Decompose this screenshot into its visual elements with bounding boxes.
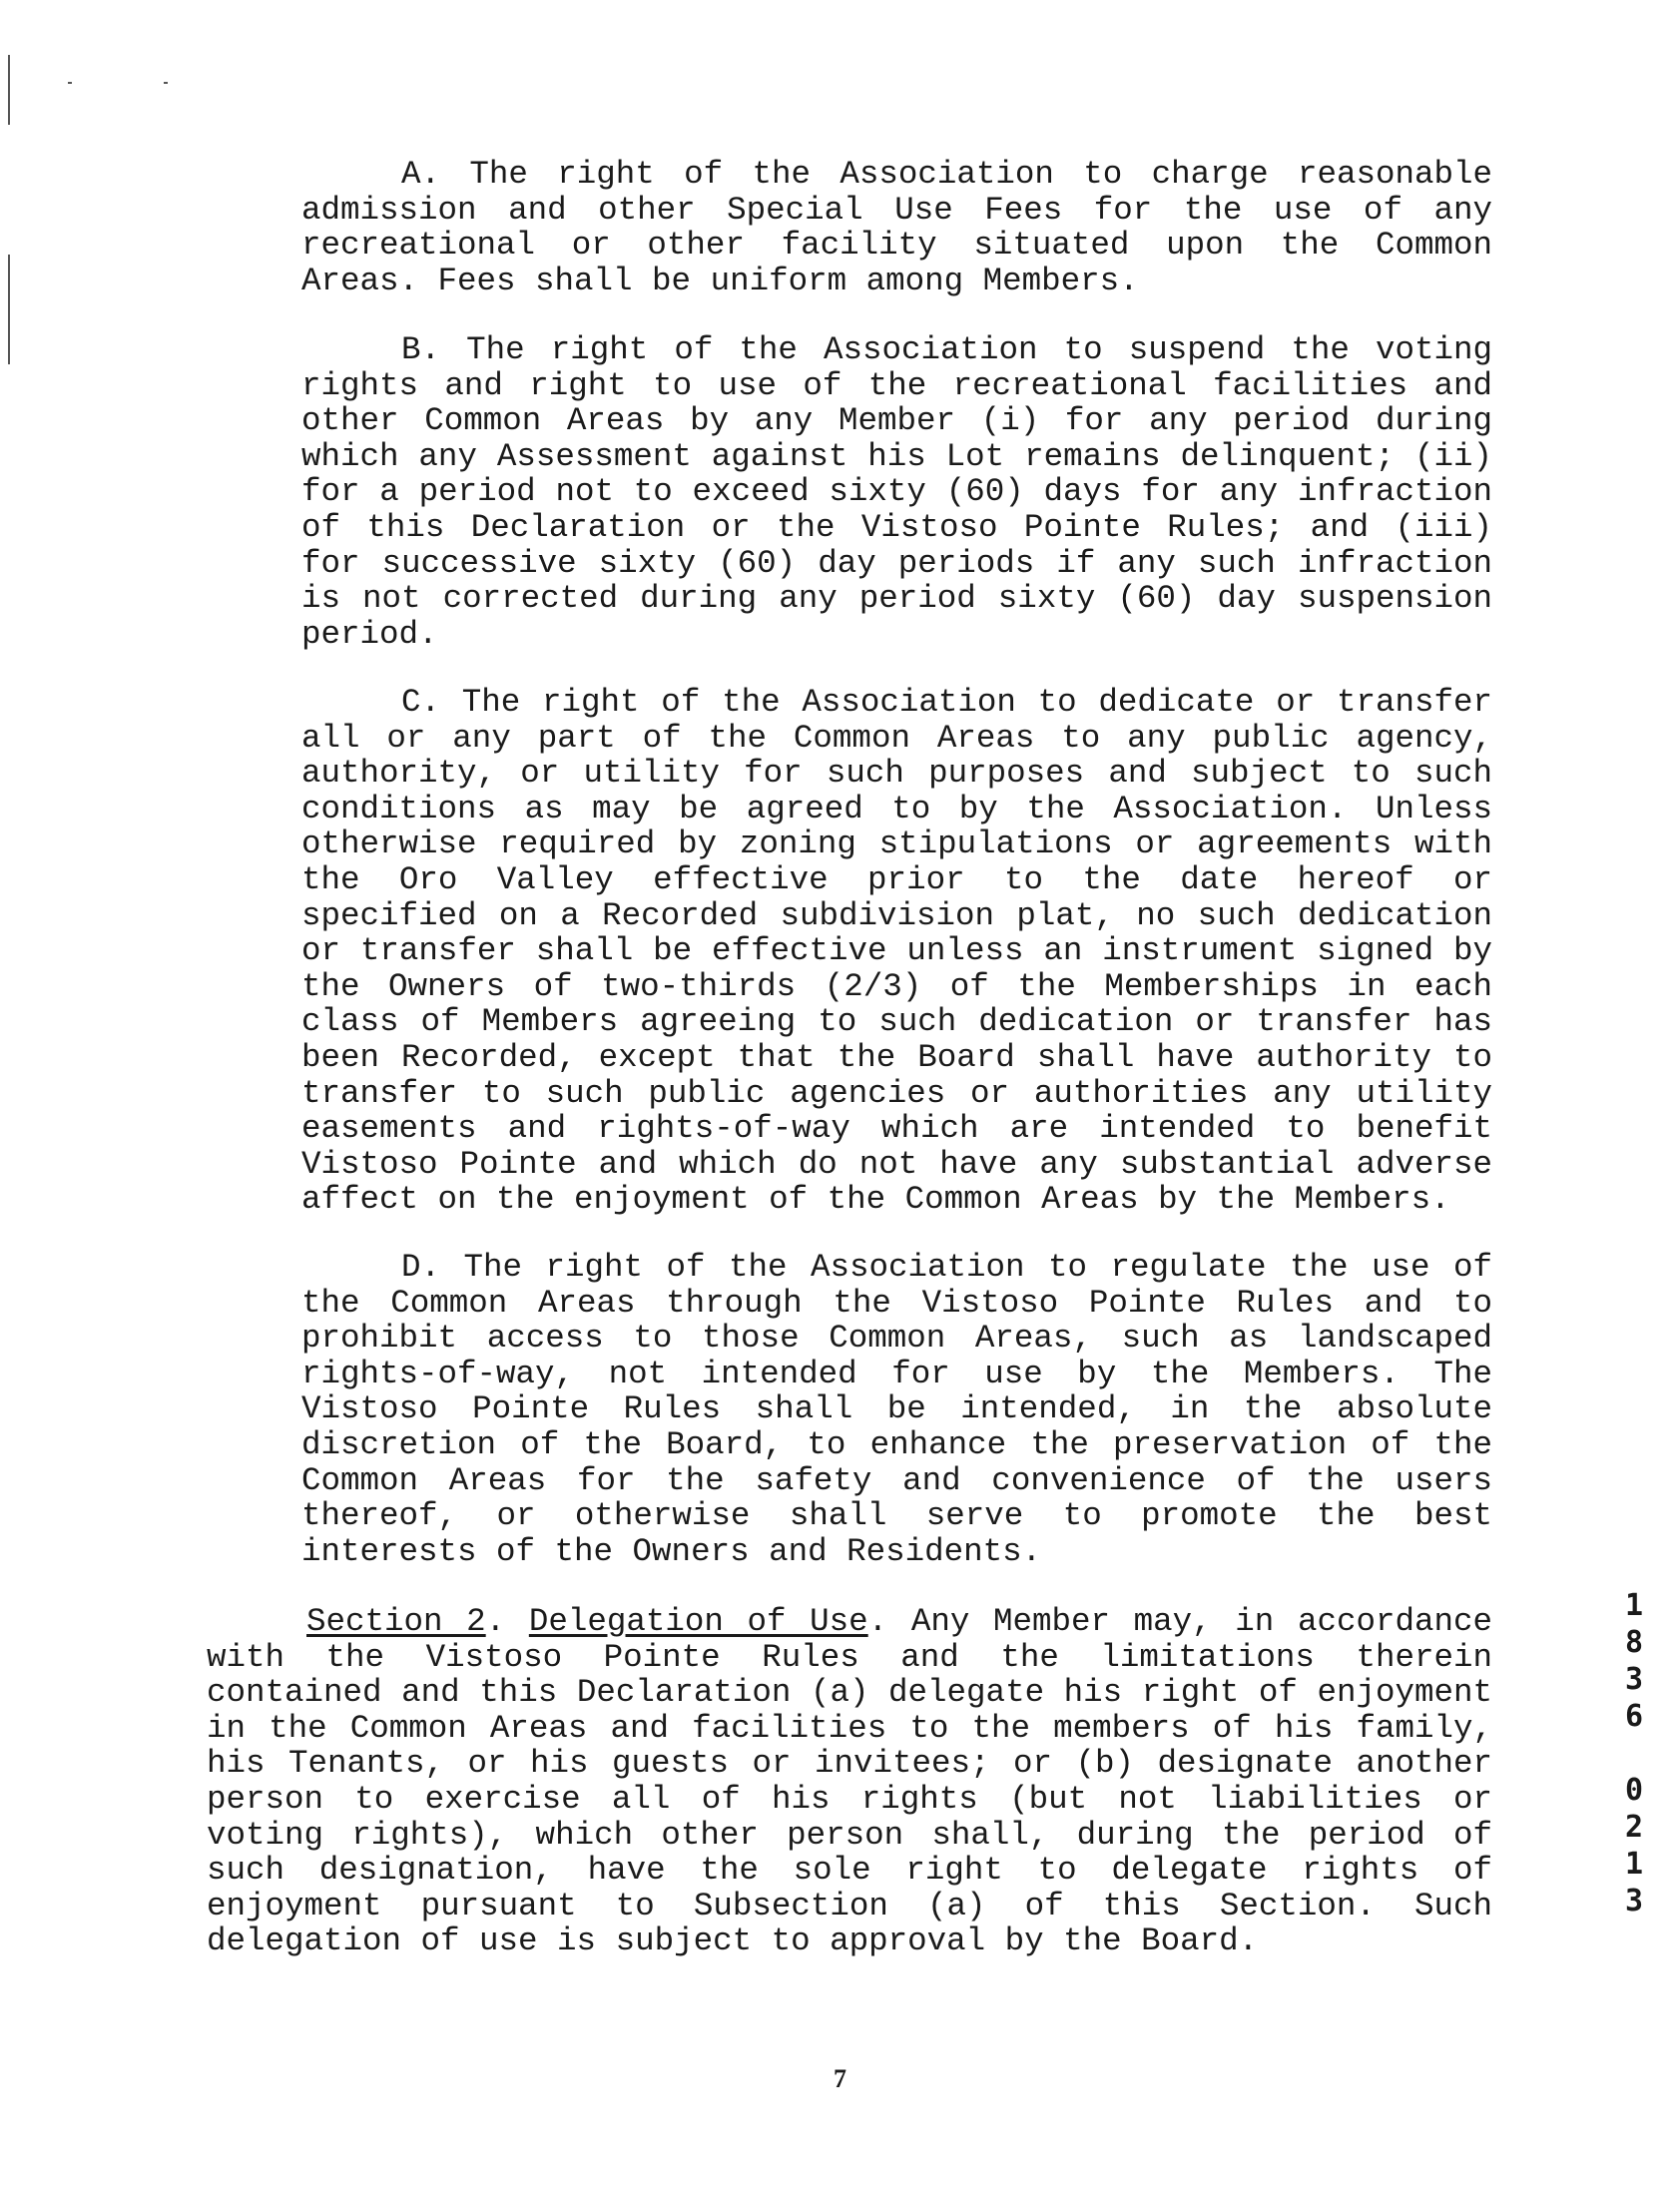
stamp-digit: 8 <box>1624 1625 1644 1660</box>
subsection-a: A. The right of the Association to charge reasonable admission and other Special Use Fees for the use of any recreational or other facility situated upon the Common Areas. Fees shall be uniform among Members. <box>301 156 1492 299</box>
scan-mark <box>8 55 10 125</box>
section-label: Section 2 <box>306 1603 486 1640</box>
stamp-digit: 3 <box>1624 1884 1644 1919</box>
scan-mark <box>164 82 168 84</box>
stamp-digit: 3 <box>1624 1662 1644 1697</box>
subsection-b: B. The right of the Association to suspend the voting rights and right to use of the recreational facilities and other Common Areas by any Member (i) for any period during which any Assessment against his Lot remains delinquent; (ii) for a period not to exceed sixty (60) days for any infraction of this Declaration or the Vistoso Pointe Rules; and (iii) for successive sixty (60) day periods if any such infraction is not corrected during any period sixty (60) day suspension period. <box>301 331 1492 653</box>
subsection-d: D. The right of the Association to regulate the use of the Common Areas through the Vistoso Pointe Rules and to prohibit access to those Common Areas, such as landscaped rights-of-way, not intended for use by the Members. The Vistoso Pointe Rules shall be intended, in the absolute discretion of the Board, to enhance the preservation of the Common Areas for the safety and convenience of the users thereof, or otherwise shall serve to promote the best interests of the Owners and Residents. <box>301 1249 1492 1570</box>
stamp-digit: 1 <box>1624 1847 1644 1882</box>
section-body: . Any Member may, in accordance with the Vistoso Pointe Rules and the limitations therein contained and this Declaration (a) delegate his right of enjoyment in the Common Areas and facilities to the members of his family, his Tenants, or his guests or invitees; or (b) designate another person to exercise all of his rights (but not liabilities or voting rights), which other person shall, during the period of such designation, have the sole right to delegate rights of enjoyment pursuant to Subsection (a) of this Section. Such delegation of use is subject to approval by the Board. <box>207 1603 1492 1960</box>
scan-mark <box>68 82 72 84</box>
scan-mark <box>8 255 10 364</box>
section-title: Delegation of Use <box>528 1603 868 1640</box>
section-2 <box>207 1604 1492 1959</box>
page-number: 7 <box>834 2064 846 2093</box>
section-separator: . <box>485 1603 529 1640</box>
stamp-digit: 1 <box>1624 1588 1644 1623</box>
stamp-digit: 6 <box>1624 1699 1644 1734</box>
stamp-digit: 2 <box>1624 1810 1644 1845</box>
stamp-gap <box>1619 1735 1649 1772</box>
stamp-digit: 0 <box>1624 1773 1644 1808</box>
subsection-c: C. The right of the Association to dedicate or transfer all or any part of the Common Areas to any public agency, authority, or utility for such purposes and subject to such conditions as may be agreed to by the Association. Unless otherwise required by zoning stipulations or agreements with the Oro Valley effective prior to the date hereof or specified on a Recorded subdivision plat, no such dedication or transfer shall be effective unless an instrument signed by the Owners of two-thirds (2/3) of the Memberships in each class of Members agreeing to such dedication or transfer has been Recorded, except that the Board shall have authority to transfer to such public agencies or authorities any utility easements and rights-of-way which are intended to benefit Vistoso Pointe and which do not have any substantial adverse affect on the enjoyment of the Common Areas by the Members. <box>301 684 1492 1219</box>
recording-stamp <box>1619 1587 1649 1920</box>
